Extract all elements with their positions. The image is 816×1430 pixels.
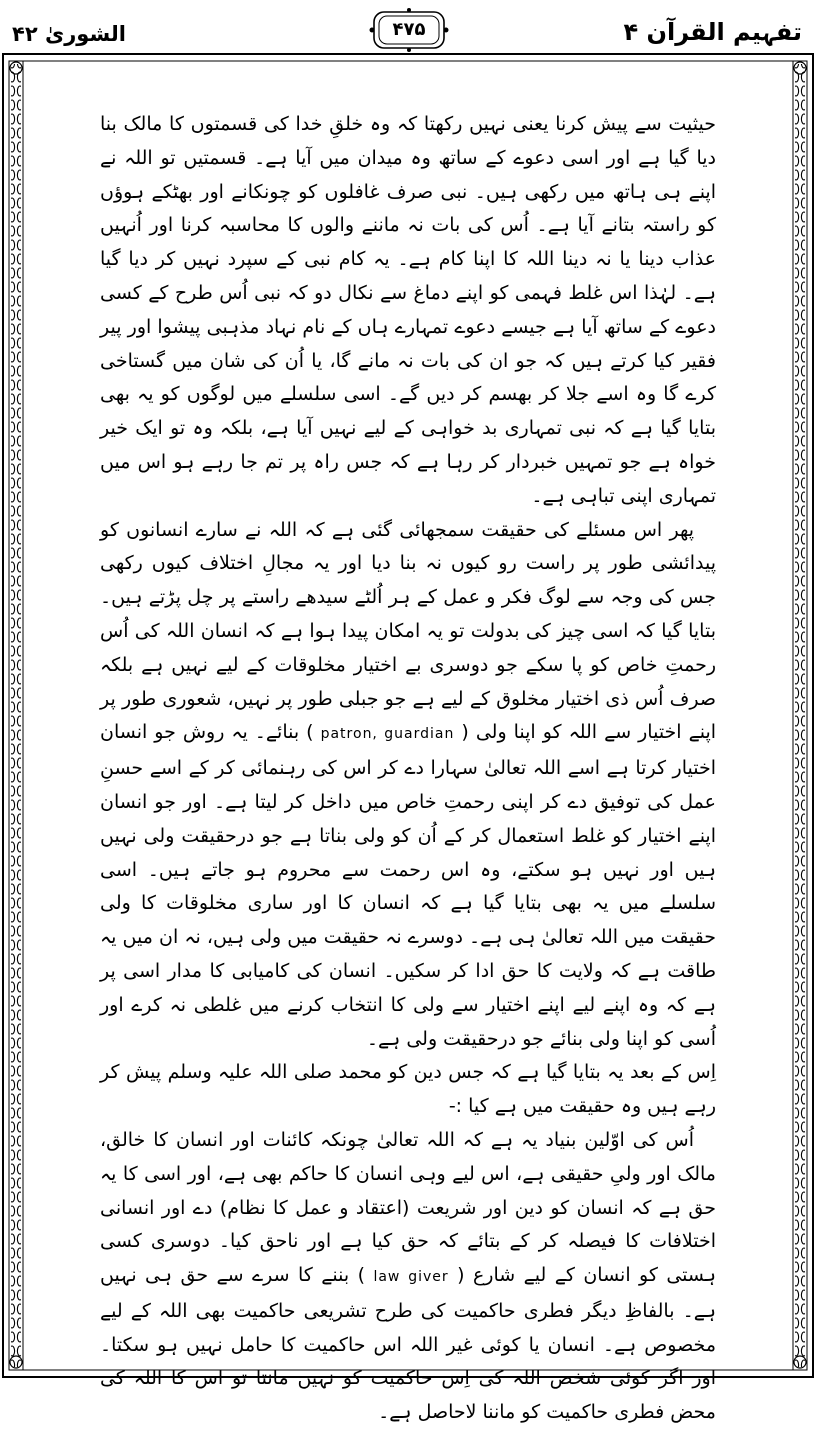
paragraph-3: [100, 1056, 716, 1124]
english-gloss: law giver: [373, 1269, 449, 1286]
paragraph-text: پھر اس مسئلے کی حقیقت سمجھائی گئی ہے کہ اللہ نے سارے انسانوں کو پیدائشی طور پر راست رو کیوں نہ بنا دیا اور یہ مجالِ اختلاف کیوں رکھی جس کی وجہ سے لوگ فکر و عمل کے ہر اُلٹے سیدھے راستے پر چل پڑتے ہیں۔ بتایا گیا کہ اسی چیز کی بدولت تو یہ امکان پیدا ہوا ہے کہ انسان اللہ کی اُس رحمتِ خاص کو پا سکے جو دوسری بے اختیار مخلوقات کے لیے نہیں ہے بلکہ صرف اُس ذی اختیار مخلوق کے لیے ہے جو جبلی طور پر نہیں، شعوری طور پر اپنے اختیار سے اللہ کو اپنا ولی (: [100, 518, 717, 744]
paragraph-text-after: ) بننے کا سرے سے حق ہی نہیں ہے۔ بالفاظِ دیگر فطری حاکمیت کی طرح تشریعی حاکمیت بھی اللہ کے لیے مخصوص ہے۔ انسان یا کوئی غیر اللہ اس حاکمیت کا حامل نہیں ہو سکتا۔ اور اگر کوئی شخص اللہ کی اِس حاکمیت کو نہیں مانتا تو اس کا اللہ کی محض فطری حاکمیت کو ماننا لاحاصل ہے۔: [100, 1264, 716, 1424]
page-header: [0, 0, 816, 64]
page-body: [100, 108, 716, 1430]
english-gloss: patron, guardian: [320, 726, 455, 743]
paragraph-4: [100, 1124, 716, 1430]
book-title: تفہیم القرآن ۴: [623, 18, 802, 46]
paragraph-text: اُس کی اوّلین بنیاد یہ ہے کہ اللہ تعالیٰ چونکہ کائنات اور انسان کا خالق، مالک اور ولیِ حقیقی ہے، اس لیے وہی انسان کا حاکم بھی ہے، اور اسی کا یہ حق ہے کہ انسان کو دین اور شریعت (اعتقاد و عمل کا نظام) دے اور انسانی اختلافات کا فیصلہ کر کے بتائے کہ حق کیا ہے اور ناحق کیا۔ دوسری کسی ہستی کو انسان کے لیے شارع (: [100, 1128, 716, 1287]
paragraph-text-after: ) بنائے۔ یہ روش جو انسان اختیار کرتا ہے اسے اللہ تعالیٰ سہارا دے کر اس کی رہنمائی کر کے اسے حسنِ عمل کی توفیق دے کر اپنی رحمتِ خاص میں داخل کر لیتا ہے۔ اور جو انسان اپنے اختیار کو غلط استعمال کر کے اُن کو ولی بناتا ہے جو درحقیقت ولی نہیں ہیں اور نہیں ہو سکتے، وہ اس رحمت سے محروم ہو جاتے ہیں۔ اسی سلسلے میں یہ بھی بتایا گیا ہے کہ انسان کا اور ساری مخلوقات کا ولی حقیقت میں اللہ تعالیٰ ہی ہے۔ دوسرے نہ حقیقت میں ولی ہیں، نہ ان میں یہ طاقت ہے کہ ولایت کا حق ادا کر سکیں۔ انسان کی کامیابی کا مدار اسی پر ہے کہ وہ اپنے لیے اپنے اختیار سے ولی کا انتخاب کرنے میں غلطی نہ کرے اور اُسی کو اپنا ولی بنائے جو درحقیقت ولی ہے۔: [100, 721, 716, 1050]
paragraph-text: اِس کے بعد یہ بتایا گیا ہے کہ جس دین کو محمد صلی اللہ علیہ وسلم پیش کر رہے ہیں وہ حقیقت میں ہے کیا :-: [100, 1061, 716, 1118]
page-number-badge: [372, 10, 446, 50]
page-number: ۴۷۵: [392, 19, 426, 40]
paragraph-1: [100, 108, 716, 514]
surah-name: الشوریٰ ۴۲: [12, 22, 126, 46]
paragraph-text: حیثیت سے پیش کرنا یعنی نہیں رکھتا کہ وہ خلقِ خدا کی قسمتوں کا مالک بنا دیا گیا ہے اور اسی دعوے کے ساتھ وہ میدان میں آیا ہے۔ قسمتیں تو اللہ نے اپنے ہی ہاتھ میں رکھی ہیں۔ نبی صرف غافلوں کو چونکانے اور بھٹکے ہوؤں کو راستہ بتانے آیا ہے۔ اُس کی بات نہ ماننے والوں کا محاسبہ کرنا اور اُنہیں عذاب دینا یا نہ دینا اللہ کا اپنا کام ہے۔ یہ کام نبی کے سپرد نہیں کر دیا گیا ہے۔ لہٰذا اس غلط فہمی کو اپنے دماغ سے نکال دو کہ نبی اُس طرح کے کسی دعوے کے ساتھ آیا ہے جیسے دعوے تمہارے ہاں کے نام نہاد مذہبی پیشوا اور پیر فقیر کیا کرتے ہیں کہ جو ان کی بات نہ مانے گا، یا اُن کی شان میں گستاخی کرے گا وہ اسے جلا کر بھسم کر دیں گے۔ اسی سلسلے میں لوگوں کو یہ بھی بتایا گیا ہے کہ نبی تمہاری بد خواہی کے لیے نہیں آیا ہے، بلکہ وہ تو ایک خیر خواہ ہے جو تمہیں خبردار کر رہا ہے کہ جس راہ پر تم جا رہے ہو اس میں تمہاری اپنی تباہی ہے۔: [100, 113, 716, 507]
paragraph-2: [100, 514, 716, 1057]
